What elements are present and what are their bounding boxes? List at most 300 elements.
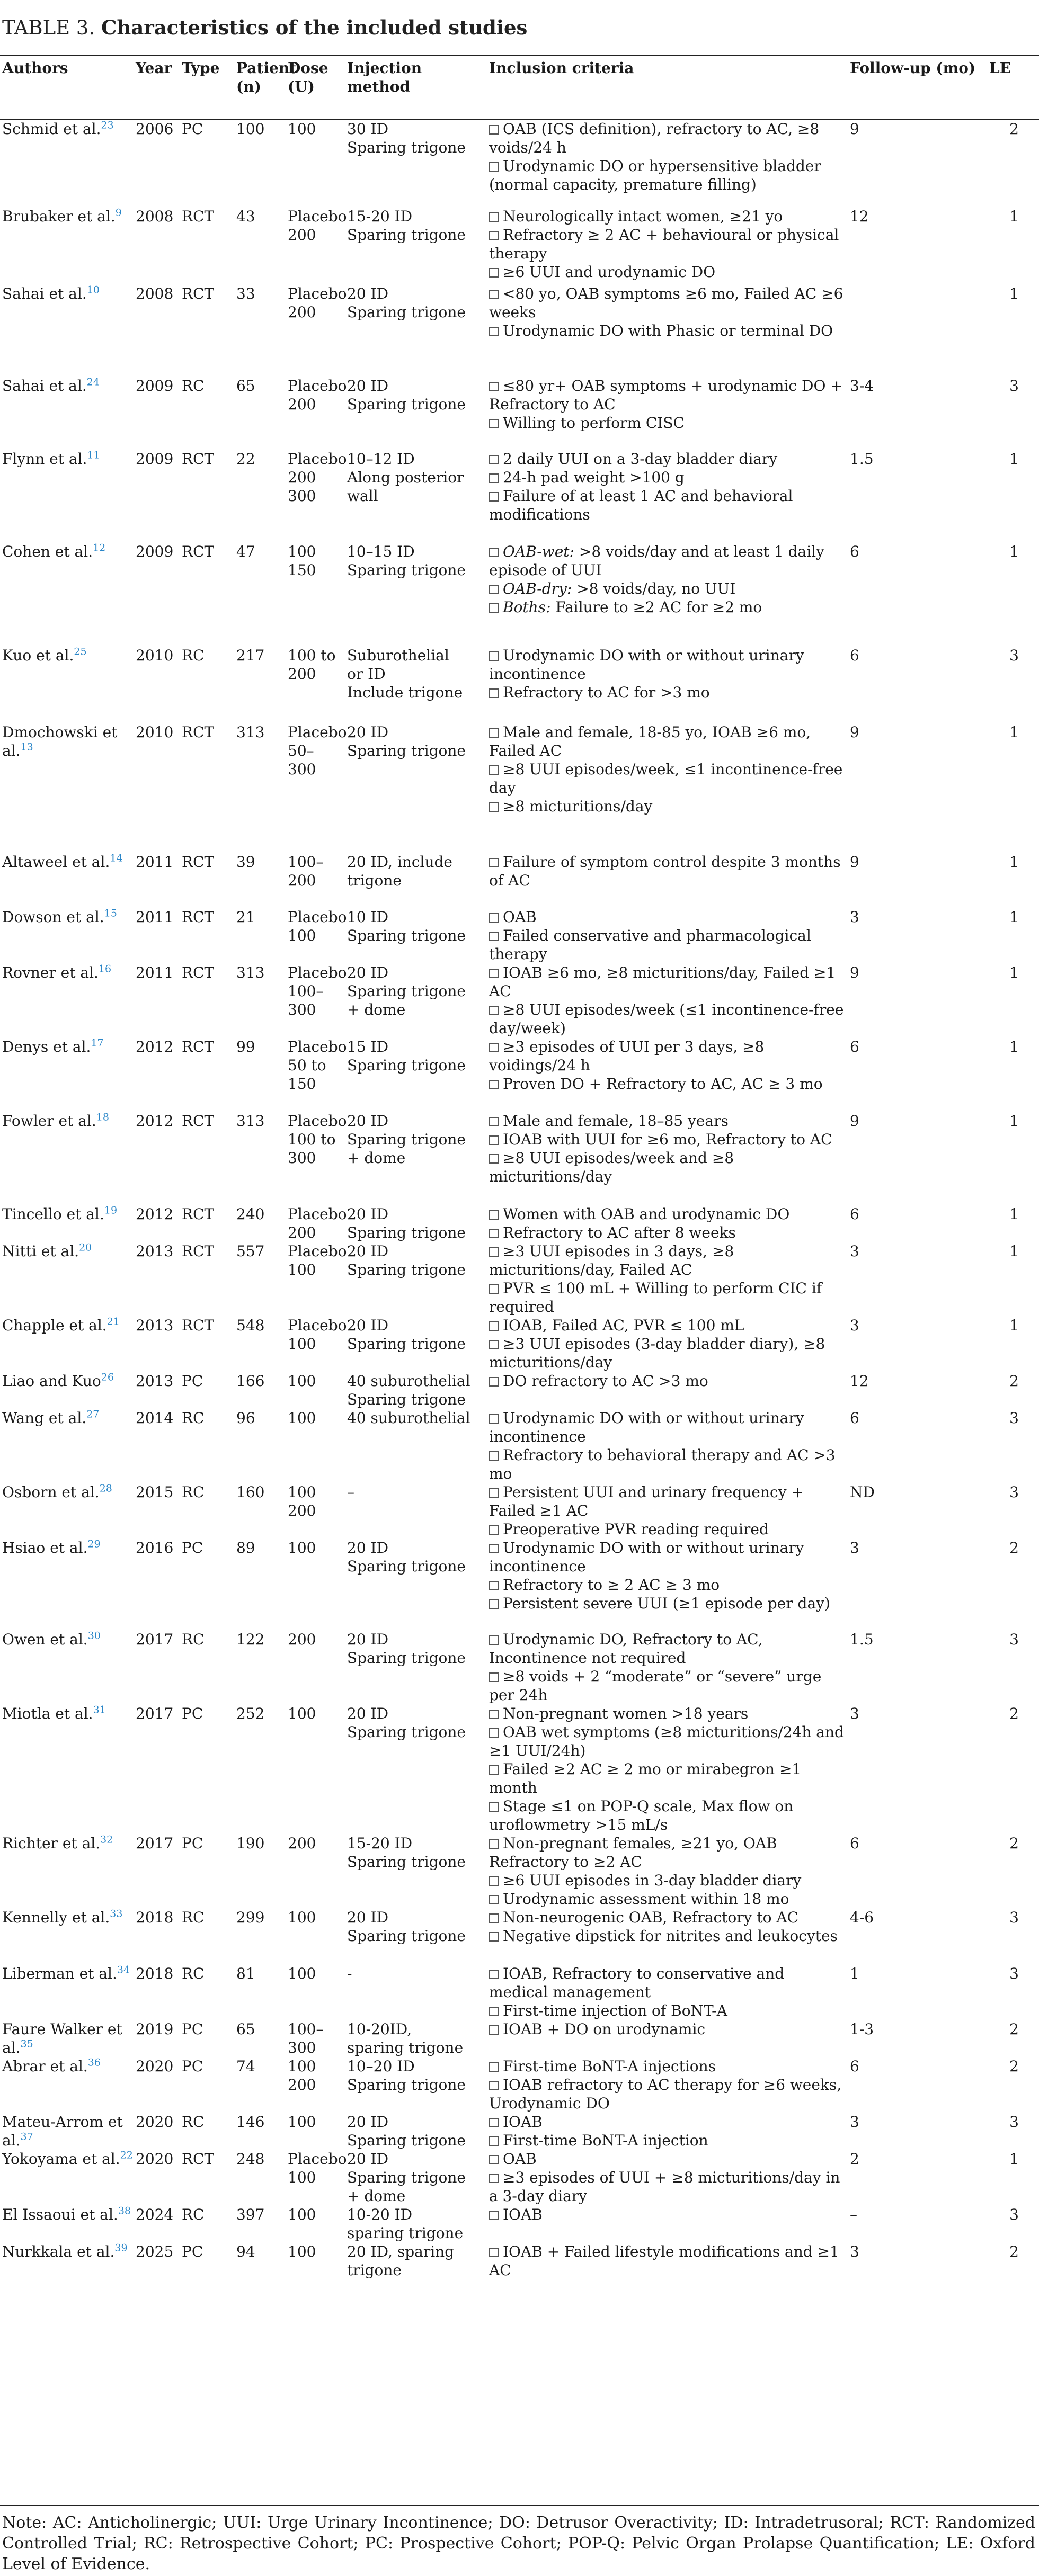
dose-line: 100 — [288, 2113, 316, 2131]
inclusion-criteria-cell — [487, 853, 848, 908]
dose-line: 300 — [288, 2039, 316, 2056]
criterion-item — [489, 853, 848, 890]
method-line: 10-20 ID — [347, 2206, 413, 2223]
le-cell — [987, 1483, 1039, 1539]
follow-up-value: 2 — [850, 2150, 859, 2168]
criterion-item — [489, 487, 848, 524]
type-cell — [180, 377, 234, 450]
patient-cell — [234, 450, 286, 542]
checkbox-icon — [489, 765, 499, 775]
criterion-text: Non-pregnant women >18 years — [503, 1705, 749, 1722]
dose-cell — [286, 1483, 345, 1539]
criterion-text: First-time injection of BoNT-A — [503, 2002, 727, 2019]
col-header-inclusion-criteria: Inclusion criteria — [489, 59, 634, 77]
reference-number: 13 — [20, 741, 33, 753]
criterion-text: IOAB with UUI for ≥6 mo, Refractory to AC — [503, 1131, 832, 1148]
inclusion-criteria-cell — [487, 207, 848, 284]
checkbox-icon — [489, 212, 499, 222]
criterion-item — [489, 579, 848, 598]
inclusion-criteria-cell — [487, 646, 848, 723]
evidence-level: 1 — [1009, 908, 1019, 926]
criterion-text: Women with OAB and urodynamic DO — [503, 1205, 790, 1223]
reference-number: 31 — [93, 1704, 106, 1716]
follow-up-value: 12 — [850, 208, 869, 225]
author-name: Abrar et al. — [2, 2058, 88, 2075]
criterion-item — [489, 157, 848, 194]
criterion-text: Willing to perform CISC — [503, 414, 685, 432]
table-row — [0, 1483, 1039, 1539]
author-cell — [0, 1539, 134, 1630]
author-cell — [0, 908, 134, 963]
le-cell — [987, 2113, 1039, 2150]
type-value: RC — [182, 2206, 205, 2223]
year-value: 2012 — [136, 1112, 174, 1130]
year-cell — [134, 1112, 180, 1205]
follow-up-cell — [848, 2057, 987, 2113]
type-cell — [180, 723, 234, 853]
criterion-text: IOAB + Failed lifestyle modifications and ≥1 AC — [489, 2243, 839, 2279]
reference-number: 19 — [104, 1204, 118, 1217]
year-cell — [134, 963, 180, 1037]
injection-method-cell — [345, 1372, 487, 1409]
patient-count: 122 — [236, 1631, 265, 1648]
criterion-text: OAB — [503, 908, 537, 926]
method-line: + dome — [347, 1149, 406, 1167]
criterion-text: Urodynamic DO with Phasic or terminal DO — [503, 322, 833, 339]
patient-cell — [234, 1964, 286, 2020]
author-cell — [0, 2242, 134, 2279]
year-value: 2024 — [136, 2206, 174, 2223]
criterion-text: ≥3 UUI episodes (3-day bladder diary), ≥8 micturitions/day — [489, 1335, 825, 1371]
checkbox-icon — [489, 1006, 499, 1015]
criterion-text: Refractory ≥ 2 AC + behavioural or physical therapy — [489, 226, 839, 262]
evidence-level: 1 — [1009, 964, 1019, 981]
evidence-level: 2 — [1009, 1372, 1019, 1390]
reference-number: 28 — [99, 1482, 112, 1495]
inclusion-criteria-cell — [487, 723, 848, 853]
evidence-level: 2 — [1009, 2243, 1019, 2260]
table-row — [0, 2205, 1039, 2242]
le-cell — [987, 1704, 1039, 1834]
criterion-text: ≤80 yr+ OAB symptoms + urodynamic DO + Refractory to AC — [489, 377, 843, 413]
table-row — [0, 2057, 1039, 2113]
year-cell — [134, 2205, 180, 2242]
evidence-level: 1 — [1009, 1112, 1019, 1130]
criterion-text: Failure of symptom control despite 3 months of AC — [489, 853, 841, 889]
method-line: 20 ID — [347, 1539, 389, 1557]
method-line: Sparing trigone — [347, 226, 466, 244]
follow-up-value: 1 — [850, 1965, 859, 1982]
follow-up-cell — [848, 1704, 987, 1834]
injection-method-cell — [345, 1704, 487, 1834]
checkbox-icon — [489, 1895, 499, 1904]
injection-method-cell — [345, 207, 487, 284]
follow-up-value: 9 — [850, 723, 859, 741]
follow-up-cell — [848, 908, 987, 963]
follow-up-cell — [848, 963, 987, 1037]
dose-line: Placebo — [288, 2150, 347, 2168]
checkbox-icon — [489, 2211, 499, 2220]
method-line: 20 ID — [347, 2113, 389, 2131]
method-line: sparing trigone — [347, 2224, 464, 2242]
dose-line: Placebo — [288, 908, 347, 926]
dose-cell — [286, 723, 345, 853]
year-value: 2009 — [136, 543, 174, 560]
dose-line: 100– — [288, 982, 324, 1000]
criterion-text: Refractory to AC after 8 weeks — [503, 1224, 736, 1241]
author-name: Liao and Kuo — [2, 1372, 101, 1390]
method-line: 15-20 ID — [347, 1835, 413, 1852]
type-value: PC — [182, 1705, 203, 1722]
dose-line: Placebo — [288, 450, 347, 468]
checkbox-icon — [489, 1488, 499, 1498]
criterion-item — [489, 263, 848, 281]
le-cell — [987, 542, 1039, 646]
author-cell — [0, 1205, 134, 1242]
method-line: 40 suburothelial — [347, 1372, 470, 1390]
checkbox-icon — [489, 290, 499, 299]
checkbox-icon — [489, 1229, 499, 1238]
reference-number: 23 — [101, 119, 114, 131]
dose-cell — [286, 450, 345, 542]
checkbox-icon — [489, 2007, 499, 2016]
type-value: RCT — [182, 285, 215, 302]
injection-method-cell — [345, 2057, 487, 2113]
author-name: Schmid et al. — [2, 120, 101, 138]
author-name: Cohen et al. — [2, 543, 93, 560]
criterion-item — [489, 2131, 848, 2150]
type-value: RCT — [182, 543, 215, 560]
le-cell — [987, 2242, 1039, 2279]
injection-method-cell — [345, 1834, 487, 1908]
criterion-text: Neurologically intact women, ≥21 yo — [503, 208, 783, 225]
criterion-text: Failed conservative and pharmacological therapy — [489, 927, 811, 963]
type-cell — [180, 2242, 234, 2279]
author-cell — [0, 1630, 134, 1704]
dose-line: Placebo — [288, 964, 347, 981]
dose-cell — [286, 1539, 345, 1630]
dose-line: Placebo — [288, 723, 347, 741]
year-value: 2014 — [136, 1409, 174, 1427]
evidence-level: 1 — [1009, 853, 1019, 871]
dose-cell — [286, 1409, 345, 1483]
criterion-text: Urodynamic DO or hypersensitive bladder (normal capacity, premature filling) — [489, 157, 821, 193]
dose-cell — [286, 1242, 345, 1316]
table-row — [0, 1242, 1039, 1316]
checkbox-icon — [489, 1728, 499, 1738]
le-cell — [987, 1964, 1039, 2020]
patient-count: 313 — [236, 723, 265, 741]
type-value: RC — [182, 1409, 205, 1427]
evidence-level: 1 — [1009, 2150, 1019, 2168]
type-value: RCT — [182, 853, 215, 871]
table-row — [0, 1409, 1039, 1483]
header-row — [0, 56, 1039, 119]
criterion-text: ≥8 UUI episodes/week, ≤1 incontinence-free day — [489, 761, 843, 797]
patient-cell — [234, 1242, 286, 1316]
checkbox-icon — [489, 913, 499, 923]
author-cell — [0, 1483, 134, 1539]
type-cell — [180, 1205, 234, 1242]
evidence-level: 2 — [1009, 120, 1019, 138]
criterion-text: Urodynamic assessment within 18 mo — [503, 1890, 789, 1908]
year-value: 2020 — [136, 2113, 174, 2131]
year-cell — [134, 908, 180, 963]
year-cell — [134, 1539, 180, 1630]
patient-count: 94 — [236, 2243, 255, 2260]
type-cell — [180, 2057, 234, 2113]
dose-cell — [286, 207, 345, 284]
criterion-text: ≥6 UUI and urodynamic DO — [503, 263, 716, 281]
injection-method-cell — [345, 2020, 487, 2057]
criterion-text: Failure of at least 1 AC and behavioral modifications — [489, 487, 793, 523]
follow-up-value: 9 — [850, 964, 859, 981]
type-value: RCT — [182, 1317, 215, 1334]
reference-number: 11 — [87, 449, 100, 461]
dose-line: 50 to — [288, 1057, 326, 1074]
author-name: Kennelly et al. — [2, 1909, 110, 1926]
reference-number: 32 — [100, 1833, 113, 1846]
method-line: 10-20ID, — [347, 2020, 412, 2038]
table-body — [0, 119, 1039, 2279]
criterion-text: ≥8 UUI episodes/week (≤1 incontinence-free day/week) — [489, 1001, 844, 1037]
patient-cell — [234, 119, 286, 207]
patient-cell — [234, 1483, 286, 1539]
method-line: 10 ID — [347, 908, 389, 926]
method-line: Sparing trigone — [347, 927, 466, 944]
type-cell — [180, 2205, 234, 2242]
author-cell — [0, 963, 134, 1037]
evidence-level: 3 — [1009, 647, 1019, 664]
follow-up-value: 6 — [850, 1205, 859, 1223]
author-name: Richter et al. — [2, 1835, 101, 1852]
criterion-item — [489, 2001, 848, 2020]
author-cell — [0, 1316, 134, 1372]
follow-up-value: 6 — [850, 647, 859, 664]
dose-line: 200 — [288, 1224, 316, 1241]
criterion-item — [489, 1908, 848, 1927]
type-value: RCT — [182, 208, 215, 225]
dose-line: 100 — [288, 1335, 316, 1353]
patient-count: 240 — [236, 1205, 265, 1223]
injection-method-cell — [345, 908, 487, 963]
follow-up-value: 3-4 — [850, 377, 874, 395]
method-line: 20 ID — [347, 2150, 389, 2168]
evidence-level: 1 — [1009, 285, 1019, 302]
evidence-level: 2 — [1009, 1705, 1019, 1722]
author-name: Mateu-Arrom et al. — [2, 2113, 123, 2149]
table-row — [0, 1205, 1039, 1242]
dose-line: 100 — [288, 927, 316, 944]
patient-cell — [234, 963, 286, 1037]
type-value: PC — [182, 1539, 203, 1557]
year-cell — [134, 1704, 180, 1834]
reference-number: 25 — [74, 646, 87, 658]
le-cell — [987, 1908, 1039, 1964]
criterion-text: IOAB + DO on urodynamic — [503, 2020, 706, 2038]
reference-number: 22 — [120, 2149, 133, 2161]
type-cell — [180, 1242, 234, 1316]
criterion-item — [489, 1797, 848, 1834]
patient-cell — [234, 1704, 286, 1834]
year-value: 2008 — [136, 285, 174, 302]
dose-line: 300 — [288, 1001, 316, 1018]
checkbox-icon — [489, 1321, 499, 1331]
year-cell — [134, 646, 180, 723]
checkbox-icon — [489, 1599, 499, 1609]
reference-number: 21 — [106, 1316, 120, 1328]
evidence-level: 2 — [1009, 1539, 1019, 1557]
dose-line: 100 — [288, 1409, 316, 1427]
criterion-text: Male and female, 18–85 years — [503, 1112, 729, 1130]
col-header-patient: Patient (n) — [236, 59, 297, 95]
patient-cell — [234, 2150, 286, 2205]
method-line: – — [347, 1483, 354, 1501]
checkbox-icon — [489, 802, 499, 812]
dose-line: 100 — [288, 2169, 316, 2186]
patient-cell — [234, 2242, 286, 2279]
criterion-item — [489, 414, 848, 432]
dose-cell — [286, 1205, 345, 1242]
follow-up-cell — [848, 1372, 987, 1409]
inclusion-criteria-cell — [487, 1908, 848, 1964]
checkbox-icon — [489, 932, 499, 941]
inclusion-criteria-cell — [487, 1242, 848, 1316]
criterion-item — [489, 1483, 848, 1520]
checkbox-icon — [489, 1135, 499, 1145]
criterion-item — [489, 1335, 848, 1372]
criterion-text: Persistent severe UUI (≥1 episode per day) — [503, 1595, 830, 1612]
criterion-text: Non-neurogenic OAB, Refractory to AC — [503, 1909, 798, 1926]
criterion-text: IOAB refractory to AC therapy for ≥6 weeks, Urodynamic DO — [489, 2076, 842, 2112]
method-line: or ID — [347, 665, 386, 683]
evidence-level: 3 — [1009, 2206, 1019, 2223]
criterion-item — [489, 1223, 848, 1242]
method-line: + dome — [347, 2187, 406, 2205]
author-name: El Issaoui et al. — [2, 2206, 118, 2223]
le-cell — [987, 1372, 1039, 1409]
le-cell — [987, 2057, 1039, 2113]
type-value: RCT — [182, 908, 215, 926]
year-cell — [134, 119, 180, 207]
reference-number: 26 — [101, 1371, 114, 1383]
criterion-item — [489, 1964, 848, 2001]
follow-up-value: 3 — [850, 2243, 859, 2260]
method-line: trigone — [347, 2261, 402, 2279]
reference-number: 15 — [104, 907, 117, 919]
criterion-text: >8 voids/day, no UUI — [572, 580, 736, 597]
col-header-follow-up: Follow-up (mo) — [850, 59, 976, 77]
patient-cell — [234, 1372, 286, 1409]
patient-count: 252 — [236, 1705, 265, 1722]
follow-up-value: 1.5 — [850, 450, 874, 468]
col-header-injection-method: Injection method — [347, 59, 422, 95]
dose-cell — [286, 2150, 345, 2205]
injection-method-cell — [345, 377, 487, 450]
patient-count: 74 — [236, 2058, 255, 2075]
patient-count: 313 — [236, 964, 265, 981]
follow-up-cell — [848, 853, 987, 908]
le-cell — [987, 1316, 1039, 1372]
reference-number: 38 — [118, 2205, 131, 2217]
patient-count: 43 — [236, 208, 255, 225]
inclusion-criteria-cell — [487, 1704, 848, 1834]
year-cell — [134, 542, 180, 646]
dose-line: Placebo — [288, 1317, 347, 1334]
author-name: Sahai et al. — [2, 377, 87, 395]
dose-line: 100 to — [288, 647, 336, 664]
dose-cell — [286, 646, 345, 723]
method-line: Sparing trigone — [347, 1057, 466, 1074]
criterion-item — [489, 1667, 848, 1704]
method-line: 20 ID — [347, 1242, 389, 1260]
le-cell — [987, 207, 1039, 284]
le-cell — [987, 853, 1039, 908]
patient-count: 33 — [236, 285, 255, 302]
follow-up-cell — [848, 1205, 987, 1242]
dose-line: 50– — [288, 742, 314, 759]
checkbox-icon — [489, 688, 499, 698]
criterion-item — [489, 1130, 848, 1149]
dose-cell — [286, 1037, 345, 1112]
method-line: 20 ID — [347, 1317, 389, 1334]
criterion-text: IOAB — [503, 2206, 543, 2223]
table-row — [0, 853, 1039, 908]
injection-method-cell — [345, 1205, 487, 1242]
reference-number: 16 — [98, 963, 112, 975]
type-cell — [180, 1483, 234, 1539]
type-cell — [180, 284, 234, 377]
method-line: Sparing trigone — [347, 1723, 466, 1741]
type-value: RCT — [182, 964, 215, 981]
author-name: Liberman et al. — [2, 1965, 117, 1982]
criterion-item — [489, 926, 848, 963]
follow-up-value: 9 — [850, 120, 859, 138]
author-cell — [0, 1908, 134, 1964]
author-cell — [0, 723, 134, 853]
checkbox-icon — [489, 1876, 499, 1886]
follow-up-value: 12 — [850, 1372, 869, 1390]
author-name: Sahai et al. — [2, 285, 87, 302]
checkbox-icon — [489, 2062, 499, 2072]
criterion-item — [489, 1205, 848, 1223]
patient-count: 548 — [236, 1317, 265, 1334]
criterion-text: Proven DO + Refractory to AC, AC ≥ 3 mo — [503, 1075, 823, 1093]
inclusion-criteria-cell — [487, 542, 848, 646]
evidence-level: 1 — [1009, 1317, 1019, 1334]
criterion-item — [489, 2242, 848, 2279]
dose-line: 100 to — [288, 1131, 336, 1148]
patient-cell — [234, 2020, 286, 2057]
criterion-label: Boths: — [503, 598, 551, 616]
evidence-level: 1 — [1009, 543, 1019, 560]
year-cell — [134, 2020, 180, 2057]
checkbox-icon — [489, 651, 499, 661]
evidence-level: 2 — [1009, 2020, 1019, 2038]
follow-up-cell — [848, 2205, 987, 2242]
dose-line: 100– — [288, 853, 324, 871]
le-cell — [987, 1630, 1039, 1704]
type-value: PC — [182, 2058, 203, 2075]
checkbox-icon — [489, 1247, 499, 1257]
method-line: 10–15 ID — [347, 543, 415, 560]
checkbox-icon — [489, 1635, 499, 1645]
dose-cell — [286, 2020, 345, 2057]
checkbox-icon — [489, 492, 499, 502]
author-name: Altaweel et al. — [2, 853, 110, 871]
method-line: Sparing trigone — [347, 139, 466, 156]
author-cell — [0, 1409, 134, 1483]
